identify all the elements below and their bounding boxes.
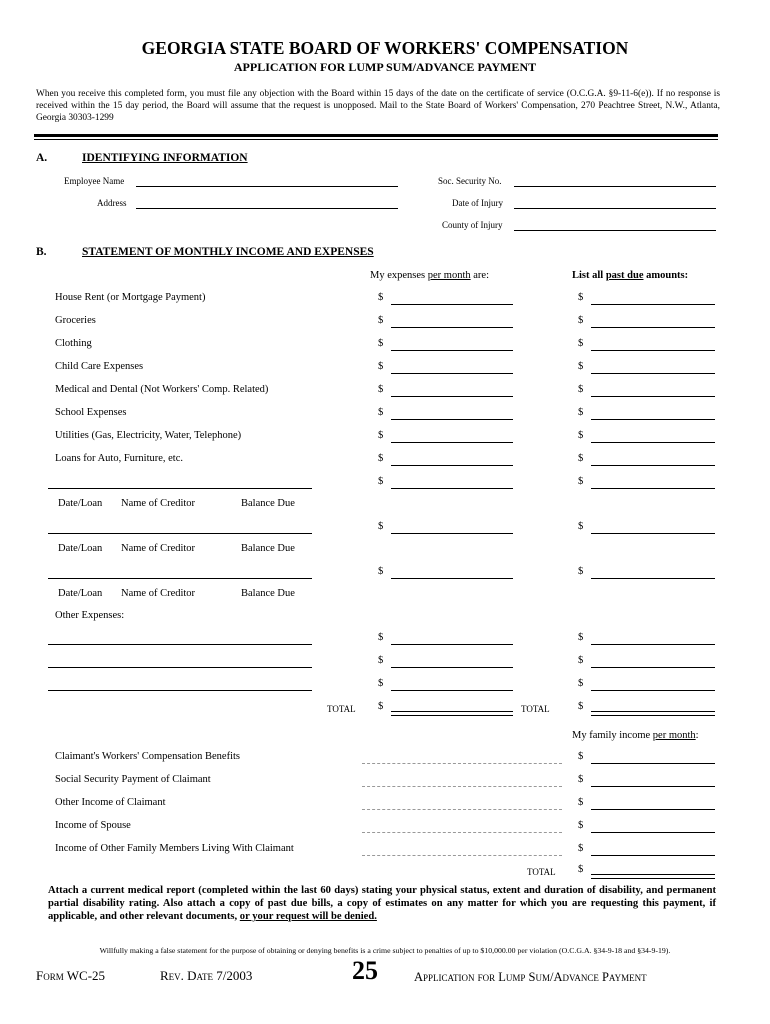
- income-label-other-claimant: Other Income of Claimant: [55, 797, 166, 808]
- county-of-injury-label: County of Injury: [442, 220, 503, 230]
- income-amount-field[interactable]: [591, 809, 715, 810]
- expense-label-loans: Loans for Auto, Furniture, etc.: [55, 453, 184, 464]
- dollar-sign: $: [578, 315, 584, 326]
- loan-creditor-label: Name of Creditor: [121, 588, 196, 599]
- income-label-social-security: Social Security Payment of Claimant: [55, 774, 211, 785]
- expense-amount-field[interactable]: [391, 644, 513, 645]
- section-a-heading: IDENTIFYING INFORMATION: [82, 152, 248, 164]
- dollar-sign: $: [578, 751, 584, 762]
- past-due-amount-field[interactable]: [591, 488, 715, 489]
- dollar-sign: $: [578, 521, 584, 532]
- dollar-sign: $: [578, 476, 584, 487]
- expense-label-medical: Medical and Dental (Not Workers' Comp. Related): [55, 384, 269, 395]
- dollar-sign: $: [378, 476, 384, 487]
- dollar-sign: $: [378, 407, 384, 418]
- income-dotted-leader: [362, 786, 562, 787]
- date-of-injury-field[interactable]: [514, 208, 716, 209]
- income-total-field[interactable]: [591, 874, 715, 879]
- income-amount-field[interactable]: [591, 786, 715, 787]
- dollar-sign: $: [578, 292, 584, 303]
- dollar-sign: $: [578, 820, 584, 831]
- expense-amount-field[interactable]: [391, 442, 513, 443]
- expense-amount-field[interactable]: [391, 667, 513, 668]
- expense-amount-field[interactable]: [391, 373, 513, 374]
- expense-label-rent: House Rent (or Mortgage Payment): [55, 292, 206, 303]
- address-field[interactable]: [136, 208, 398, 209]
- income-dotted-leader: [362, 809, 562, 810]
- dollar-sign: $: [378, 315, 384, 326]
- form-title: GEORGIA STATE BOARD OF WORKERS' COMPENSATION: [141, 38, 629, 58]
- dollar-sign: $: [378, 678, 384, 689]
- dollar-sign: $: [578, 384, 584, 395]
- address-label: Address: [97, 198, 127, 208]
- expense-amount-field[interactable]: [391, 578, 513, 579]
- dollar-sign: $: [578, 701, 584, 712]
- header-divider-thick: [34, 134, 718, 137]
- dollar-sign: $: [578, 407, 584, 418]
- income-dotted-leader: [362, 763, 562, 764]
- dollar-sign: $: [578, 864, 584, 875]
- expense-label-utilities: Utilities (Gas, Electricity, Water, Telephone): [55, 430, 242, 441]
- past-due-amount-field[interactable]: [591, 373, 715, 374]
- dollar-sign: $: [578, 361, 584, 372]
- income-dotted-leader: [362, 832, 562, 833]
- loan-creditor-label: Name of Creditor: [121, 498, 196, 509]
- form-subtitle: APPLICATION FOR LUMP SUM/ADVANCE PAYMENT: [233, 60, 537, 74]
- footer-form-title: Application for Lump Sum/Advance Payment: [414, 970, 647, 984]
- section-a-letter: A.: [36, 152, 48, 164]
- income-dotted-leader: [362, 855, 562, 856]
- county-of-injury-field[interactable]: [514, 230, 716, 231]
- past-due-amount-field[interactable]: [591, 690, 715, 691]
- income-label-wc-benefits: Claimant's Workers' Compensation Benefits: [55, 751, 241, 762]
- expense-amount-field[interactable]: [391, 419, 513, 420]
- dollar-sign: $: [578, 797, 584, 808]
- past-due-amount-field[interactable]: [591, 396, 715, 397]
- dollar-sign: $: [578, 655, 584, 666]
- dollar-sign: $: [578, 678, 584, 689]
- expense-label-clothing: Clothing: [55, 338, 92, 349]
- dollar-sign: $: [378, 338, 384, 349]
- form-number-large: 25: [352, 956, 378, 985]
- other-expense-line-3[interactable]: [48, 690, 312, 691]
- loan-balance-label: Balance Due: [241, 543, 295, 554]
- dollar-sign: $: [578, 566, 584, 577]
- loan-date-label: Date/Loan: [58, 543, 103, 554]
- header-divider-thin: [34, 139, 718, 140]
- income-total-label: TOTAL: [527, 867, 556, 877]
- expenses-total-field[interactable]: [391, 711, 513, 716]
- dollar-sign: $: [578, 843, 584, 854]
- dollar-sign: $: [578, 632, 584, 643]
- dollar-sign: $: [378, 430, 384, 441]
- dollar-sign: $: [378, 292, 384, 303]
- past-due-amount-field[interactable]: [591, 350, 715, 351]
- dollar-sign: $: [378, 655, 384, 666]
- past-due-amount-field[interactable]: [591, 667, 715, 668]
- expense-amount-field[interactable]: [391, 690, 513, 691]
- expense-amount-field[interactable]: [391, 327, 513, 328]
- loan-entry-line-3[interactable]: [48, 578, 312, 579]
- expenses-total-label: TOTAL: [327, 704, 356, 714]
- past-due-amount-field[interactable]: [591, 578, 715, 579]
- dollar-sign: $: [378, 566, 384, 577]
- income-amount-field[interactable]: [591, 855, 715, 856]
- dollar-sign: $: [378, 384, 384, 395]
- expense-amount-field[interactable]: [391, 396, 513, 397]
- dollar-sign: $: [578, 453, 584, 464]
- past-due-amount-field[interactable]: [591, 304, 715, 305]
- section-b-heading: STATEMENT OF MONTHLY INCOME AND EXPENSES: [82, 246, 374, 258]
- dollar-sign: $: [378, 701, 384, 712]
- expense-amount-field[interactable]: [391, 488, 513, 489]
- dollar-sign: $: [378, 632, 384, 643]
- past-due-amount-field[interactable]: [591, 533, 715, 534]
- past-due-amount-field[interactable]: [591, 644, 715, 645]
- income-amount-field[interactable]: [591, 763, 715, 764]
- loan-entry-line-2[interactable]: [48, 533, 312, 534]
- employee-name-field[interactable]: [136, 186, 398, 187]
- income-label-family: Income of Other Family Members Living With Claimant: [55, 843, 294, 854]
- penalty-warning: Willfully making a false statement for the purpose of obtaining or denying benefits is a crime subject to penalties of up to $10,000.00 per violation (O.C.G.A. §34-9-18 and §34-9-19).: [99, 946, 671, 955]
- dollar-sign: $: [378, 521, 384, 532]
- dollar-sign: $: [378, 453, 384, 464]
- expense-label-groceries: Groceries: [55, 315, 96, 326]
- past-due-column-header: List all past due amounts:: [572, 270, 689, 281]
- dollar-sign: $: [378, 361, 384, 372]
- form-number: Form WC-25: [36, 968, 106, 983]
- loan-creditor-label: Name of Creditor: [121, 543, 196, 554]
- loan-balance-label: Balance Due: [241, 588, 295, 599]
- intro-paragraph: When you receive this completed form, you must file any objection with the Board within 15 days of the date on the certificate of service (O.C.G.A. §9-11-6(e)). If no response is received within the 15 day period, the Board will assume that the request is unopposed. Mail to the State Board of Workers' Compensation, 270 Peachtree Street, N.W., Atlanta, Georgia 30303-1299: [36, 89, 720, 123]
- expense-amount-field[interactable]: [391, 533, 513, 534]
- section-b-letter: B.: [36, 246, 47, 258]
- income-label-spouse: Income of Spouse: [55, 820, 131, 831]
- loan-date-label: Date/Loan: [58, 588, 103, 599]
- other-expense-line-1[interactable]: [48, 644, 312, 645]
- revision-date: Rev. Date 7/2003: [160, 968, 253, 983]
- expense-amount-field[interactable]: [391, 304, 513, 305]
- dollar-sign: $: [578, 430, 584, 441]
- income-amount-field[interactable]: [591, 832, 715, 833]
- dollar-sign: $: [578, 774, 584, 785]
- date-of-injury-label: Date of Injury: [452, 198, 503, 208]
- income-column-header: My family income per month:: [572, 730, 699, 741]
- attachment-notice: Attach a current medical report (completed within the last 60 days) stating your physical status, extent and duration of disability, and permanent partial disability rating. Also attach a copy of past due bills, a copy of estimates on any matter for which you are requesting this payment, if applicable, and other relevant documents, or your request will be denied.: [48, 885, 716, 922]
- expense-label-school: School Expenses: [55, 407, 127, 418]
- loan-entry-line-1[interactable]: [48, 488, 312, 489]
- expense-amount-field[interactable]: [391, 350, 513, 351]
- past-due-amount-field[interactable]: [591, 419, 715, 420]
- past-due-total-label: TOTAL: [521, 704, 550, 714]
- other-expense-line-2[interactable]: [48, 667, 312, 668]
- other-expenses-label: Other Expenses:: [55, 610, 125, 621]
- employee-name-label: Employee Name: [64, 176, 125, 186]
- past-due-amount-field[interactable]: [591, 442, 715, 443]
- loan-date-label: Date/Loan: [58, 498, 103, 509]
- past-due-amount-field[interactable]: [591, 465, 715, 466]
- past-due-amount-field[interactable]: [591, 327, 715, 328]
- expense-label-child-care: Child Care Expenses: [55, 361, 144, 372]
- expenses-column-header: My expenses per month are:: [370, 270, 489, 281]
- dollar-sign: $: [578, 338, 584, 349]
- ssn-field[interactable]: [514, 186, 716, 187]
- loan-balance-label: Balance Due: [241, 498, 295, 509]
- expense-amount-field[interactable]: [391, 465, 513, 466]
- ssn-label: Soc. Security No.: [438, 176, 502, 186]
- past-due-total-field[interactable]: [591, 711, 715, 716]
